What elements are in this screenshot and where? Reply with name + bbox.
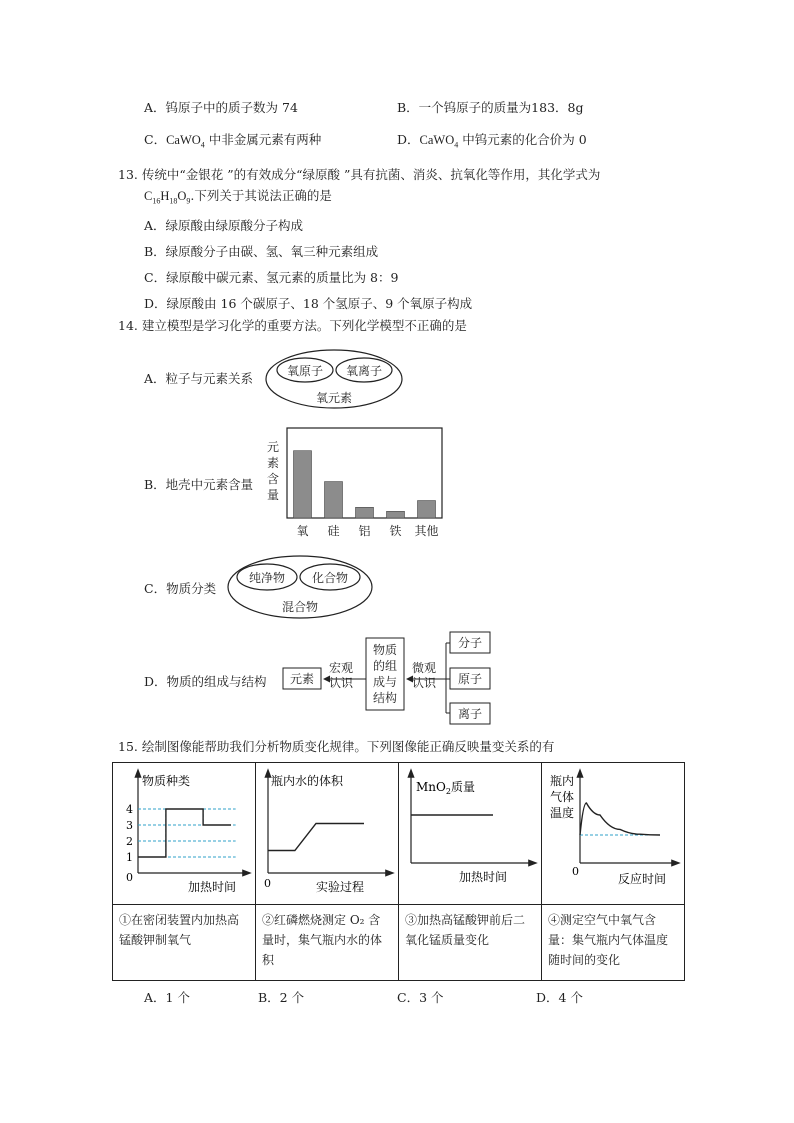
q12-option-d-prefix: D． bbox=[397, 132, 420, 147]
q14-d-ion: 离子 bbox=[457, 707, 483, 721]
q15-g1-ylabel: 物质种类 bbox=[142, 774, 191, 788]
q14-b-ylabel-0: 元 bbox=[266, 440, 280, 454]
q15-g1-xlabel: 加热时间 bbox=[188, 880, 237, 894]
q15-stem: 15. 绘制图像能帮助我们分析物质变化规律。下列图像能正确反映量变关系的有 bbox=[118, 739, 555, 754]
q12-option-d-suffix: 中钨元素的化合价为 0 bbox=[458, 132, 587, 147]
q15-graph-cell-2 bbox=[256, 763, 399, 905]
q15-graph-4 bbox=[542, 763, 684, 901]
q12-option-d bbox=[397, 130, 587, 150]
q14-a-diagram bbox=[264, 348, 404, 410]
q14-b-ylabel-1: 素 bbox=[266, 456, 280, 470]
q13-h: H bbox=[160, 189, 170, 203]
q14-d-element: 元素 bbox=[289, 672, 315, 686]
q13-o-sub: 9 bbox=[186, 196, 191, 206]
q14-b-bar-2 bbox=[356, 507, 374, 518]
q14-b-category-1: 硅 bbox=[327, 524, 340, 538]
q15-g2-xlabel: 实验过程 bbox=[316, 880, 365, 894]
q15-caption-2: ②红磷燃烧测定 O₂ 含量时，集气瓶内水的体积 bbox=[256, 905, 399, 981]
q14-b-category-3: 铁 bbox=[389, 524, 402, 538]
q13-option-c: C．绿原酸中碳元素、氢元素的质量比为 8：9 bbox=[144, 270, 399, 285]
q15-graph-cell-4 bbox=[542, 763, 685, 905]
q14-d-center-1: 的组 bbox=[372, 659, 398, 673]
q14-d-atom: 原子 bbox=[457, 672, 483, 686]
q12-option-c-formula: CaWO bbox=[166, 133, 201, 147]
q15-graph-3 bbox=[399, 763, 541, 901]
q14-stem: 14. 建立模型是学习化学的重要方法。下列化学模型不正确的是 bbox=[118, 318, 467, 333]
q15-answer-c: C．3 个 bbox=[397, 990, 444, 1005]
q12-option-d-formula: CaWO bbox=[419, 133, 455, 147]
q14-d-macro-1: 认识 bbox=[328, 676, 354, 690]
q14-a-outer: 氧元素 bbox=[315, 391, 353, 405]
q15-graph-cell-1 bbox=[113, 763, 256, 905]
q13-c-sub: 16 bbox=[152, 196, 161, 206]
q15-caption-3: ③加热高锰酸钾前后二氧化锰质量变化 bbox=[399, 905, 542, 981]
q12-option-c bbox=[144, 130, 321, 150]
q13-stem-text: .下列关于其说法正确的是 bbox=[190, 188, 332, 203]
q15-graph-cell-3 bbox=[399, 763, 542, 905]
q14-b-category-0: 氧 bbox=[296, 524, 309, 538]
q14-d-micro-0: 微观 bbox=[411, 661, 437, 675]
q15-answer-d: D．4 个 bbox=[536, 990, 583, 1005]
q15-g4-xlabel: 反应时间 bbox=[618, 872, 667, 886]
q15-g4-ylabel-0: 瓶内 bbox=[550, 774, 575, 788]
q13-formula-line bbox=[144, 186, 332, 206]
q15-graph-2 bbox=[256, 763, 398, 901]
q15-answer-a: A．1 个 bbox=[144, 990, 190, 1005]
q14-b-category-4: 其他 bbox=[414, 524, 439, 538]
q12-option-d-sub: 4 bbox=[454, 140, 459, 150]
q13-option-a: A．绿原酸由绿原酸分子构成 bbox=[144, 218, 304, 233]
q15-g3-ylabel bbox=[416, 779, 475, 796]
q14-b-category-2: 铝 bbox=[358, 524, 371, 538]
q13-c: C bbox=[144, 189, 153, 203]
q12-option-c-sub: 4 bbox=[200, 140, 205, 150]
q14-b-chart bbox=[262, 425, 452, 540]
q15-g1-tick-3: 3 bbox=[126, 819, 133, 832]
q14-d-micro-1: 认识 bbox=[411, 676, 437, 690]
q13-option-d: D．绿原酸由 16 个碳原子、18 个氢原子、9 个氧原子构成 bbox=[144, 296, 473, 311]
q15-g1-tick-2: 2 bbox=[126, 835, 133, 848]
q15-answer-b: B．2 个 bbox=[258, 990, 305, 1005]
q14-c-inner-right: 化合物 bbox=[311, 571, 349, 585]
q15-g4-ylabel-1: 气体 bbox=[550, 790, 575, 804]
q15-graph-1 bbox=[113, 763, 255, 901]
q15-g3-ylabel-suffix: 质量 bbox=[450, 780, 475, 794]
q14-c-diagram bbox=[225, 554, 375, 620]
q14-b-bar-4 bbox=[418, 501, 436, 518]
q12-option-c-prefix: C． bbox=[144, 132, 167, 147]
q15-g1-tick-0: 0 bbox=[126, 871, 133, 884]
q14-b-ylabel-2: 含 bbox=[266, 472, 280, 486]
q15-g3-ylabel-prefix: MnO bbox=[416, 780, 446, 794]
q14-c-outer: 混合物 bbox=[281, 600, 319, 614]
q15-g1-tick-1: 1 bbox=[126, 851, 133, 864]
q15-g2-ylabel: 瓶内水的体积 bbox=[271, 774, 344, 788]
q14-b-bar-0 bbox=[294, 451, 312, 518]
q15-g2-series-line bbox=[268, 824, 364, 851]
q14-a-inner-left: 氧原子 bbox=[286, 364, 324, 378]
q14-d-center-2: 成与 bbox=[372, 675, 398, 689]
q15-g3-ylabel-sub: 2 bbox=[445, 787, 451, 796]
q14-b-label: B．地壳中元素含量 bbox=[144, 477, 254, 492]
q14-b-bar-3 bbox=[387, 511, 405, 518]
q14-c-label: C．物质分类 bbox=[144, 581, 217, 596]
q15-g3-xlabel: 加热时间 bbox=[459, 870, 508, 884]
q14-d-molecule: 分子 bbox=[457, 636, 483, 650]
q12-option-a: A．钨原子中的质子数为 74 bbox=[144, 100, 298, 115]
q13-o: O bbox=[177, 189, 187, 203]
q14-d-center-3: 结构 bbox=[372, 691, 398, 705]
q14-b-bar-1 bbox=[325, 482, 343, 518]
q15-caption-4: ④测定空气中氧气含量：集气瓶内气体温度随时间的变化 bbox=[542, 905, 685, 981]
q14-a-label: A．粒子与元素关系 bbox=[144, 371, 254, 386]
q15-g1-tick-4: 4 bbox=[126, 803, 133, 816]
q14-d-label: D．物质的组成与结构 bbox=[144, 674, 267, 689]
q14-b-ylabel-3: 量 bbox=[266, 488, 280, 502]
q15-g4-series-line bbox=[580, 803, 660, 835]
q13-h-sub: 18 bbox=[169, 196, 178, 206]
q12-option-c-suffix: 中非金属元素有两种 bbox=[204, 132, 322, 147]
q15-g4-ylabel-2: 温度 bbox=[550, 806, 575, 820]
q14-a-inner-right: 氧离子 bbox=[345, 364, 383, 378]
q14-d-center-0: 物质 bbox=[372, 643, 398, 657]
q13-option-b: B．绿原酸分子由碳、氢、氧三种元素组成 bbox=[144, 244, 379, 259]
q15-g4-origin: 0 bbox=[572, 865, 579, 878]
q15-g1-series-line bbox=[138, 809, 231, 857]
q15-caption-1: ①在密闭装置内加热高锰酸钾制氧气 bbox=[113, 905, 256, 981]
q13-stem: 13. 传统中“金银花 ”的有效成分“绿原酸 ”具有抗菌、消炎、抗氧化等作用，其化学式为 bbox=[118, 167, 601, 182]
q14-c-inner-left: 纯净物 bbox=[248, 571, 286, 585]
q14-d-macro-0: 宏观 bbox=[328, 661, 354, 675]
q12-option-b: B．一个钨原子的质量为183．8g bbox=[397, 100, 584, 115]
q14-d-diagram bbox=[280, 628, 520, 728]
q15-graph-table bbox=[112, 762, 685, 981]
q15-g2-origin: 0 bbox=[264, 877, 271, 890]
